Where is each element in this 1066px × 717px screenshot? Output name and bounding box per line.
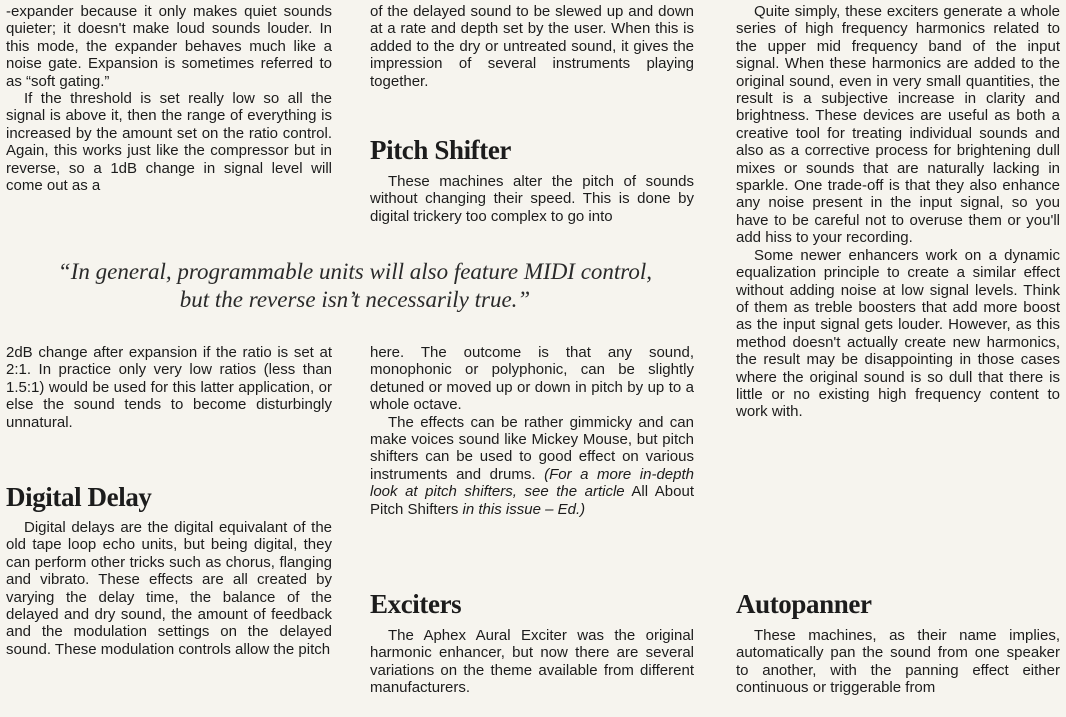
pull-quote (0, 258, 710, 314)
heading-exciters: Exciters (370, 589, 462, 619)
column-1-upper (6, 3, 332, 194)
paragraph-pitch-outcome: here. The outcome is that any sound, monophonic or polyphonic, can be slightly detuned or moved up or down in pitch by up to a whole octave. (370, 344, 694, 414)
paragraph-exciters: The Aphex Aural Exciter was the original harmonic enhancer, but now there are several variations on the theme available from different manufacturers. (370, 627, 694, 697)
paragraph-pitch-intro: These machines alter the pitch of sounds without changing their speed. This is done by digital trickery too complex to go into (370, 173, 694, 225)
column-3-autopanner (736, 627, 1060, 697)
paragraph-pitch-gimmicky (370, 414, 694, 518)
gimmicky-text: The effects can be rather gimmicky and can make voices sound like Mickey Mouse, but pitch shifters can be used to good effect on various instruments and drums. (370, 413, 694, 483)
editor-note-b: in this issue – Ed.) (462, 500, 586, 518)
editor-note-a: (For a more in-depth look at pitch shifters, see the article (370, 465, 694, 501)
paragraph-digital-delay: Digital delays are the digital equivalant of the old tape loop echo units, but being digital, they can perform other tricks such as chorus, flanging and vibrato. These effects are all created by varying the delay time, the balance of the delayed and dry sound, the amount of feedback and the modulation settings on the delayed sound. These modulation controls allow the pitch (6, 519, 332, 658)
column-2-upper (370, 3, 694, 90)
column-1-lower (6, 344, 332, 431)
paragraph-dynamic-enhancers: Some newer enhancers work on a dynamic equalization principle to create a similar effect without adding noise at low signal levels. Think of them as treble boosters that add more boost as the input signal gets louder. However, as this method doesn't actually create new harmonics, the result may be disappointing in those cases where the original sound is so dull that there is little or no existing high frequency content to work with. (736, 246, 1060, 421)
paragraph-expander: -expander because it only makes quiet sounds quieter; it doesn't make loud sounds louder. In this mode, the expander behaves much like a noise gate. Expansion is sometimes referred to as “soft gating.” (6, 3, 332, 90)
column-3 (736, 3, 1060, 421)
column-2-exciters (370, 627, 694, 697)
paragraph-threshold: If the threshold is set really low so all the signal is above it, then the range of everything is increased by the amount set on the ratio control. Again, this works just like the compressor but in reverse, so a 1dB change in signal level will come out as a (6, 90, 332, 195)
column-2-lower (370, 344, 694, 518)
paragraph-autopanner: These machines, as their name implies, automatically pan the sound from one speaker to another, with the panning effect either continuous or triggerable from (736, 627, 1060, 697)
pull-quote-line-2: but the reverse isn’t necessarily true.” (179, 287, 531, 312)
heading-pitch-shifter: Pitch Shifter (370, 135, 512, 165)
heading-autopanner: Autopanner (736, 589, 872, 619)
paragraph-expansion-ratio: 2dB change after expansion if the ratio is set at 2:1. In practice only very low ratios (less than 1.5:1) would be used for this latter application, or else the sound tends to become disturbingly unnatural. (6, 344, 332, 431)
paragraph-delay-slew: of the delayed sound to be slewed up and down at a rate and depth set by the user. When this is added to the dry or untreated sound, it gives the impression of several instruments playing together. (370, 3, 694, 90)
column-2-pitch-intro (370, 173, 694, 225)
column-1-delay (6, 519, 332, 658)
heading-digital-delay: Digital Delay (6, 482, 152, 512)
editor-note-title: All About Pitch Shifters (370, 483, 694, 518)
paragraph-exciters-explained: Quite simply, these exciters generate a whole series of high frequency harmonics related to the upper mid frequency band of the input signal. When these harmonics are added to the original sound, even in very small quantities, the result is a subjective increase in clarity and brightness. These devices are useful as both a creative tool for treating individual sounds and also as a corrective process for brightening dull mixes or sounds that are naturally lacking in sparkle. One trade-off is that they also enhance any noise present in the input signal, so you have to be careful not to overuse them or you'll add hiss to your recording. (736, 3, 1060, 247)
pull-quote-line-1: “In general, programmable units will also feature MIDI control, (57, 259, 653, 284)
